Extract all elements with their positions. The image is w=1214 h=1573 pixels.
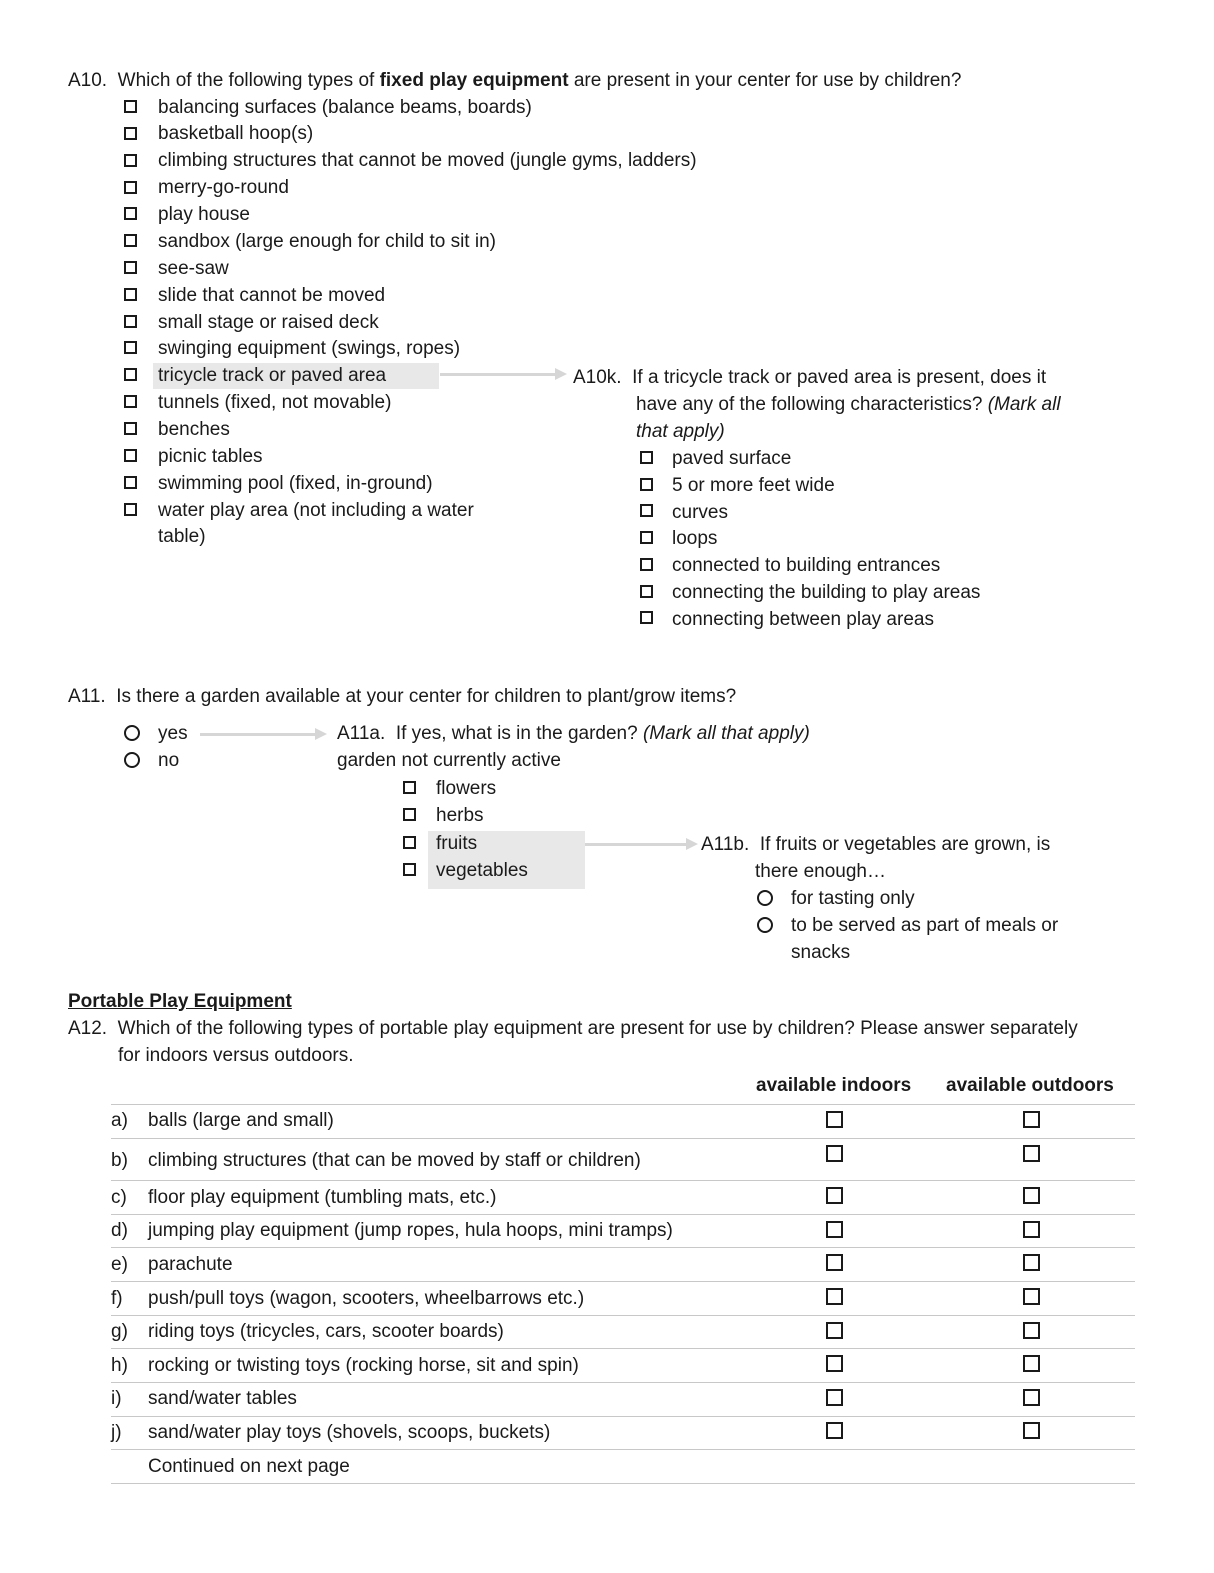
a10-checkbox[interactable] <box>124 315 137 328</box>
a11-radio-yes[interactable] <box>124 725 140 741</box>
table-rule <box>111 1483 1135 1484</box>
table-rule <box>111 1315 1135 1316</box>
a10-checkbox[interactable] <box>124 395 137 408</box>
outdoors-checkbox[interactable] <box>1023 1187 1040 1204</box>
a10-checkbox[interactable] <box>124 181 137 194</box>
a11a-question <box>337 720 810 747</box>
a11-radio-no[interactable] <box>124 752 140 768</box>
a10k-option-label: connecting between play areas <box>672 609 934 630</box>
row-letter: d) <box>111 1220 128 1241</box>
a10-checkbox[interactable] <box>124 449 137 462</box>
a10k-option-label: connected to building entrances <box>672 555 941 576</box>
indoors-checkbox[interactable] <box>826 1422 843 1439</box>
table-rule <box>111 1416 1135 1417</box>
a10k-arrow <box>440 373 556 376</box>
a11b-question-line2: there enough… <box>755 861 886 882</box>
outdoors-checkbox[interactable] <box>1023 1221 1040 1238</box>
row-text: balls (large and small) <box>148 1110 334 1131</box>
outdoors-checkbox[interactable] <box>1023 1254 1040 1271</box>
a11a-question-text: If yes, what is in the garden? <box>395 723 638 744</box>
table-rule <box>111 1247 1135 1248</box>
row-text: sand/water play toys (shovels, scoops, buckets) <box>148 1422 551 1443</box>
a11a-arrow-head <box>315 728 327 740</box>
table-rule <box>111 1281 1135 1282</box>
portable-heading: Portable Play Equipment <box>68 991 292 1012</box>
a10k-option-label: loops <box>672 528 718 549</box>
row-text: jumping play equipment (jump ropes, hula hoops, mini tramps) <box>148 1220 673 1241</box>
row-letter: c) <box>111 1187 127 1208</box>
a10-checkbox[interactable] <box>124 100 137 113</box>
a10-option-label: benches <box>158 419 230 440</box>
a11b-option-label: for tasting only <box>791 888 915 909</box>
indoors-checkbox[interactable] <box>826 1187 843 1204</box>
indoors-checkbox[interactable] <box>826 1288 843 1305</box>
a12-line1-text: Which of the following types of portable play equipment are present for use by children? Please answer separately <box>117 1018 1078 1039</box>
indoors-checkbox[interactable] <box>826 1322 843 1339</box>
a12-question-line2: for indoors versus outdoors. <box>118 1045 354 1066</box>
a10-checkbox[interactable] <box>124 261 137 274</box>
row-text: push/pull toys (wagon, scooters, wheelbarrows etc.) <box>148 1288 585 1309</box>
indoors-checkbox[interactable] <box>826 1254 843 1271</box>
a10k-question-line3: that apply) <box>636 421 725 442</box>
a10k-number: A10k. <box>573 367 622 388</box>
a10-option-label: see-saw <box>158 258 229 279</box>
a10-checkbox[interactable] <box>124 127 137 140</box>
a10k-checkbox[interactable] <box>640 451 653 464</box>
a10k-option-label: 5 or more feet wide <box>672 475 835 496</box>
row-letter: g) <box>111 1321 128 1342</box>
a10k-checkbox[interactable] <box>640 504 653 517</box>
a11-option-yes: yes <box>158 723 188 744</box>
a11a-line2: garden not currently active <box>337 750 561 771</box>
a10k-checkbox[interactable] <box>640 478 653 491</box>
a11-option-no: no <box>158 750 180 771</box>
table-rule <box>111 1382 1135 1383</box>
row-text: rocking or twisting toys (rocking horse, sit and spin) <box>148 1355 579 1376</box>
a10-option-label: balancing surfaces (balance beams, boards) <box>158 97 532 118</box>
table-rule <box>111 1449 1135 1450</box>
a10-question-post: are present in your center for use by children? <box>573 70 962 91</box>
outdoors-checkbox[interactable] <box>1023 1322 1040 1339</box>
outdoors-checkbox[interactable] <box>1023 1389 1040 1406</box>
a11b-question-line1 <box>701 831 1050 858</box>
a10-option-label: slide that cannot be moved <box>158 285 386 306</box>
a10-checkbox[interactable] <box>124 154 137 167</box>
row-text: sand/water tables <box>148 1388 297 1409</box>
outdoors-checkbox[interactable] <box>1023 1145 1040 1162</box>
indoors-checkbox[interactable] <box>826 1355 843 1372</box>
a10-option-label: picnic tables <box>158 446 263 467</box>
a10-question-bold: fixed play equipment <box>379 70 569 91</box>
a11a-option-label: flowers <box>436 778 497 799</box>
a10-checkbox[interactable] <box>124 234 137 247</box>
a10-checkbox[interactable] <box>124 422 137 435</box>
a11a-option-label: vegetables <box>436 860 528 881</box>
a10-option-label: climbing structures that cannot be moved (jungle gyms, ladders) <box>158 150 697 171</box>
a10k-line1-text: If a tricycle track or paved area is present, does it <box>632 367 1047 388</box>
row-letter: e) <box>111 1254 128 1275</box>
a11-question-text: Is there a garden available at your center for children to plant/grow items? <box>116 686 737 707</box>
a10-checkbox[interactable] <box>124 341 137 354</box>
a11a-question-italic: (Mark all that apply) <box>642 723 810 744</box>
a10k-line2-plain: have any of the following characteristics? <box>636 394 983 415</box>
a11a-checkbox[interactable] <box>403 863 416 876</box>
a10-question-pre: Which of the following types of <box>117 70 375 91</box>
a10k-question-line2 <box>636 391 1061 418</box>
a10-option-label: table) <box>158 526 206 547</box>
a10-checkbox[interactable] <box>124 503 137 516</box>
a10k-checkbox[interactable] <box>640 585 653 598</box>
row-text: climbing structures (that can be moved by staff or children) <box>148 1150 641 1171</box>
indoors-checkbox[interactable] <box>826 1111 843 1128</box>
a11a-arrow <box>200 733 316 736</box>
a11b-radio[interactable] <box>757 890 773 906</box>
row-letter: a) <box>111 1110 128 1131</box>
a11b-line1-text: If fruits or vegetables are grown, is <box>759 834 1051 855</box>
a11-question <box>68 683 736 710</box>
a10-option-label: merry-go-round <box>158 177 289 198</box>
a10-question <box>68 67 961 94</box>
a11b-option-label: to be served as part of meals or <box>791 915 1059 936</box>
a11a-checkbox[interactable] <box>403 808 416 821</box>
a10k-option-label: paved surface <box>672 448 792 469</box>
a10-option-label: tunnels (fixed, not movable) <box>158 392 392 413</box>
row-letter: b) <box>111 1150 128 1171</box>
a11a-checkbox[interactable] <box>403 781 416 794</box>
row-text: riding toys (tricycles, cars, scooter boards) <box>148 1321 504 1342</box>
a11b-arrow <box>585 843 687 846</box>
a12-number: A12. <box>68 1018 108 1039</box>
a11b-number: A11b. <box>701 834 750 855</box>
outdoors-checkbox[interactable] <box>1023 1422 1040 1439</box>
a10-checkbox[interactable] <box>124 288 137 301</box>
table-rule <box>111 1180 1135 1181</box>
a11a-option-label: fruits <box>436 833 478 854</box>
a11b-radio[interactable] <box>757 917 773 933</box>
a10-option-label: basketball hoop(s) <box>158 123 314 144</box>
a10-option-label: play house <box>158 204 250 225</box>
a10-option-label: sandbox (large enough for child to sit in) <box>158 231 496 252</box>
a11a-checkbox[interactable] <box>403 836 416 849</box>
row-letter: j) <box>111 1422 122 1443</box>
table-rule <box>111 1348 1135 1349</box>
a10-checkbox[interactable] <box>124 476 137 489</box>
row-letter: f) <box>111 1288 123 1309</box>
a12-question-line1 <box>68 1015 1078 1042</box>
a10k-option-label: connecting the building to play areas <box>672 582 981 603</box>
table-rule <box>111 1138 1135 1139</box>
outdoors-checkbox[interactable] <box>1023 1355 1040 1372</box>
a11a-option-label: herbs <box>436 805 484 826</box>
indoors-checkbox[interactable] <box>826 1221 843 1238</box>
a10k-checkbox[interactable] <box>640 611 653 624</box>
row-letter: i) <box>111 1388 122 1409</box>
table-rule <box>111 1214 1135 1215</box>
a10k-option-label: curves <box>672 502 728 523</box>
a10k-checkbox[interactable] <box>640 531 653 544</box>
a11-number: A11. <box>68 686 106 707</box>
row-text: parachute <box>148 1254 233 1275</box>
a11b-arrow-head <box>686 838 698 850</box>
row-letter: h) <box>111 1355 128 1376</box>
a10-checkbox[interactable] <box>124 368 137 381</box>
continued-note: Continued on next page <box>148 1456 350 1477</box>
col-header-indoors: available indoors <box>756 1075 912 1096</box>
indoors-checkbox[interactable] <box>826 1145 843 1162</box>
a10k-line2-italic: (Mark all <box>987 394 1061 415</box>
table-rule <box>111 1104 1135 1105</box>
outdoors-checkbox[interactable] <box>1023 1288 1040 1305</box>
col-header-outdoors: available outdoors <box>946 1075 1114 1096</box>
a10k-question-line1 <box>573 364 1046 391</box>
a10-option-label: water play area (not including a water <box>158 500 474 521</box>
indoors-checkbox[interactable] <box>826 1389 843 1406</box>
a10k-checkbox[interactable] <box>640 558 653 571</box>
a10-checkbox[interactable] <box>124 207 137 220</box>
a10-option-label: tricycle track or paved area <box>158 365 387 386</box>
a10k-arrow-head <box>555 368 567 380</box>
a10-option-label: swinging equipment (swings, ropes) <box>158 338 461 359</box>
row-text: floor play equipment (tumbling mats, etc.) <box>148 1187 497 1208</box>
a11b-option-label: snacks <box>791 942 851 963</box>
a11a-number: A11a. <box>337 723 386 744</box>
outdoors-checkbox[interactable] <box>1023 1111 1040 1128</box>
a10-option-label: swimming pool (fixed, in-ground) <box>158 473 433 494</box>
a10-number: A10. <box>68 70 108 91</box>
a10-option-label: small stage or raised deck <box>158 312 379 333</box>
